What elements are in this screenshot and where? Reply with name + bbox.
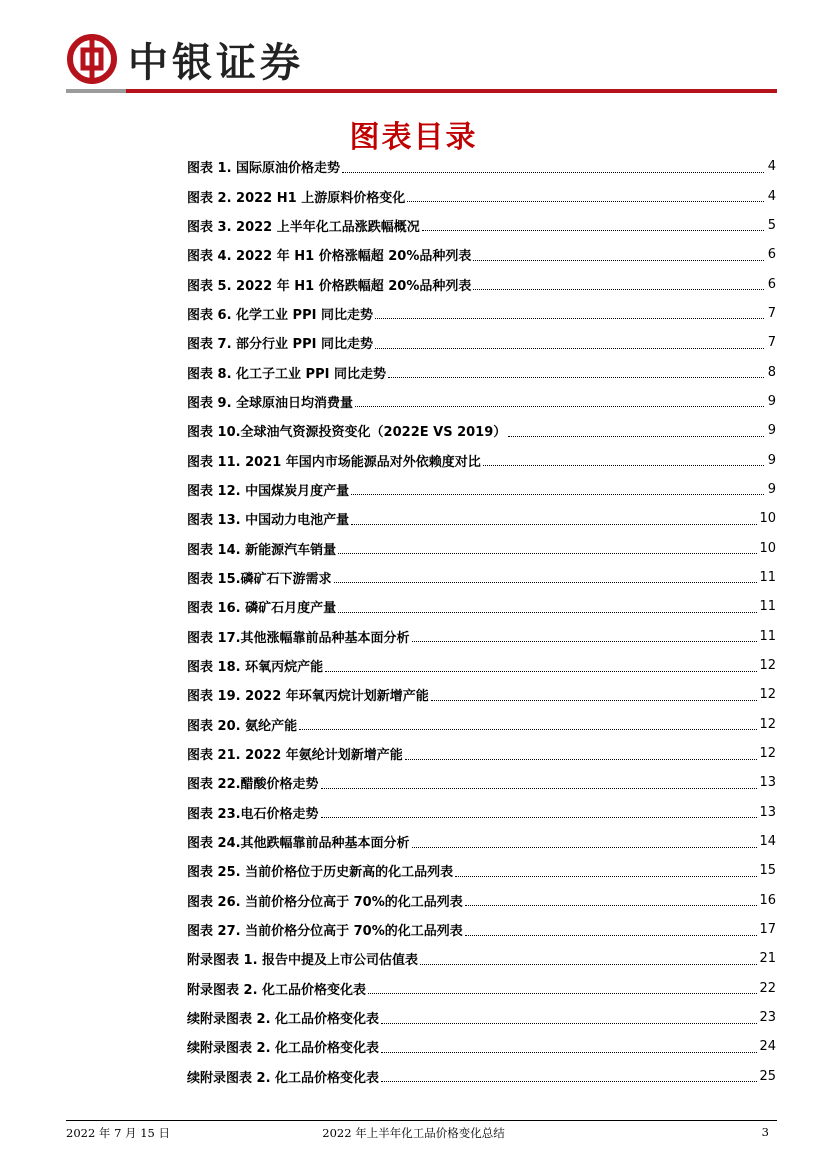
- toc-entry-page[interactable]: 11: [759, 569, 776, 585]
- toc-entry-page[interactable]: 13: [759, 775, 776, 791]
- toc-entry-page[interactable]: 10: [759, 540, 776, 556]
- toc-entry[interactable]: [187, 152, 776, 181]
- toc-entry-label[interactable]: 续附录图表 2. 化工品价格变化表: [187, 1012, 380, 1028]
- toc-entry-label[interactable]: 图表 12. 中国煤炭月度产量: [187, 483, 350, 499]
- toc-entry[interactable]: [187, 240, 776, 269]
- table-of-figures: [187, 152, 776, 1091]
- toc-entry-page[interactable]: 15: [759, 863, 776, 879]
- toc-dot-leader: [420, 963, 757, 965]
- toc-entry-label[interactable]: 图表 3. 2022 上半年化工品涨跌幅概况: [187, 219, 420, 235]
- toc-dot-leader: [375, 317, 764, 319]
- toc-entry[interactable]: [187, 651, 776, 680]
- toc-entry-label[interactable]: 图表 23.电石价格走势: [187, 806, 319, 822]
- toc-dot-leader: [299, 728, 757, 730]
- toc-entry[interactable]: [187, 445, 776, 474]
- toc-dot-leader: [473, 259, 764, 261]
- toc-entry[interactable]: [187, 710, 776, 739]
- toc-dot-leader: [342, 171, 764, 173]
- toc-entry[interactable]: [187, 1003, 776, 1032]
- toc-entry-label[interactable]: 图表 6. 化学工业 PPI 同比走势: [187, 307, 373, 323]
- toc-dot-leader: [465, 904, 758, 906]
- toc-entry[interactable]: [187, 357, 776, 386]
- toc-entry-label[interactable]: 图表 1. 国际原油价格走势: [187, 161, 341, 177]
- toc-entry-page[interactable]: 9: [767, 393, 776, 409]
- toc-entry[interactable]: [187, 181, 776, 210]
- header-divider-red: [126, 89, 777, 93]
- toc-entry[interactable]: [187, 739, 776, 768]
- toc-entry[interactable]: [187, 416, 776, 445]
- toc-dot-leader: [508, 435, 764, 437]
- toc-entry-page[interactable]: 4: [767, 159, 776, 175]
- toc-entry-label[interactable]: 图表 9. 全球原油日均消费量: [187, 395, 354, 411]
- toc-entry-label[interactable]: 图表 4. 2022 年 H1 价格涨幅超 20%品种列表: [187, 249, 472, 265]
- toc-entry-label[interactable]: 续附录图表 2. 化工品价格变化表: [187, 1070, 380, 1086]
- toc-entry-label[interactable]: 图表 11. 2021 年国内市场能源品对外依赖度对比: [187, 454, 481, 470]
- toc-entry-page[interactable]: 8: [767, 364, 776, 380]
- toc-entry[interactable]: [187, 475, 776, 504]
- toc-dot-leader: [431, 699, 758, 701]
- toc-entry[interactable]: [187, 563, 776, 592]
- toc-dot-leader: [388, 376, 764, 378]
- toc-entry-label[interactable]: 图表 24.其他跌幅靠前品种基本面分析: [187, 836, 410, 852]
- toc-entry-page[interactable]: 23: [759, 1010, 776, 1026]
- toc-entry-label[interactable]: 图表 5. 2022 年 H1 价格跌幅超 20%品种列表: [187, 278, 472, 294]
- header-logo: [66, 30, 304, 88]
- toc-entry-label[interactable]: 附录图表 2. 化工品价格变化表: [187, 982, 367, 998]
- footer-page-number: 3: [761, 1125, 769, 1139]
- toc-entry[interactable]: [187, 856, 776, 885]
- toc-dot-leader: [455, 875, 757, 877]
- toc-entry[interactable]: [187, 944, 776, 973]
- toc-dot-leader: [325, 670, 757, 672]
- toc-entry[interactable]: [187, 798, 776, 827]
- toc-entry-page[interactable]: 16: [759, 892, 776, 908]
- toc-dot-leader: [381, 1080, 757, 1082]
- toc-dot-leader: [338, 611, 757, 613]
- toc-entry-label[interactable]: 图表 20. 氨纶产能: [187, 718, 298, 734]
- toc-entry[interactable]: [187, 974, 776, 1003]
- toc-entry[interactable]: [187, 768, 776, 797]
- toc-entry-label[interactable]: 图表 10.全球油气资源投资变化（2022E VS 2019）: [187, 425, 507, 441]
- toc-dot-leader: [465, 934, 758, 936]
- toc-entry[interactable]: [187, 915, 776, 944]
- toc-entry[interactable]: [187, 299, 776, 328]
- toc-entry-page[interactable]: 5: [767, 217, 776, 233]
- toc-entry[interactable]: [187, 827, 776, 856]
- toc-dot-leader: [321, 816, 758, 818]
- toc-dot-leader: [381, 1022, 757, 1024]
- header-divider-gray: [66, 89, 126, 93]
- toc-dot-leader: [381, 1051, 757, 1053]
- toc-entry-page[interactable]: 12: [759, 716, 776, 732]
- toc-entry[interactable]: [187, 1032, 776, 1061]
- toc-dot-leader: [321, 787, 758, 789]
- toc-entry-label[interactable]: 图表 25. 当前价格位于历史新高的化工品列表: [187, 865, 454, 881]
- toc-dot-leader: [355, 405, 764, 407]
- toc-entry[interactable]: [187, 622, 776, 651]
- brand-name: 中银证券: [128, 39, 304, 86]
- toc-entry[interactable]: [187, 886, 776, 915]
- toc-entry-label[interactable]: 续附录图表 2. 化工品价格变化表: [187, 1041, 380, 1057]
- toc-dot-leader: [338, 552, 757, 554]
- toc-entry[interactable]: [187, 680, 776, 709]
- footer-report-title: 2022 年上半年化工品价格变化总结: [322, 1126, 505, 1140]
- toc-entry-page[interactable]: 6: [767, 276, 776, 292]
- toc-dot-leader: [422, 229, 764, 231]
- toc-entry-label[interactable]: 图表 7. 部分行业 PPI 同比走势: [187, 337, 373, 353]
- toc-entry-page[interactable]: 25: [759, 1068, 776, 1084]
- toc-entry-page[interactable]: 7: [767, 305, 776, 321]
- toc-dot-leader: [407, 200, 764, 202]
- toc-dot-leader: [473, 288, 764, 290]
- toc-entry-page[interactable]: 11: [759, 628, 776, 644]
- toc-entry[interactable]: [187, 1062, 776, 1091]
- toc-entry-page[interactable]: 9: [767, 423, 776, 439]
- toc-entry-page[interactable]: 21: [759, 951, 776, 967]
- toc-dot-leader: [368, 992, 757, 994]
- toc-entry-page[interactable]: 17: [759, 922, 776, 938]
- toc-dot-leader: [483, 464, 764, 466]
- toc-dot-leader: [351, 523, 757, 525]
- toc-entry-page[interactable]: 9: [767, 481, 776, 497]
- toc-entry-label[interactable]: 图表 2. 2022 H1 上游原料价格变化: [187, 190, 406, 206]
- toc-entry[interactable]: [187, 269, 776, 298]
- toc-entry[interactable]: [187, 592, 776, 621]
- toc-entry-page[interactable]: 13: [759, 804, 776, 820]
- toc-entry-page[interactable]: 14: [759, 834, 776, 850]
- toc-entry-label[interactable]: 图表 16. 磷矿石月度产量: [187, 601, 337, 617]
- toc-entry[interactable]: [187, 328, 776, 357]
- toc-entry-page[interactable]: 12: [759, 658, 776, 674]
- toc-entry[interactable]: [187, 504, 776, 533]
- toc-dot-leader: [412, 846, 758, 848]
- toc-dot-leader: [375, 347, 764, 349]
- toc-dot-leader: [412, 640, 758, 642]
- toc-entry-label[interactable]: 图表 22.醋酸价格走势: [187, 777, 319, 793]
- toc-entry-page[interactable]: 9: [767, 452, 776, 468]
- toc-entry[interactable]: [187, 387, 776, 416]
- footer-divider: [66, 1120, 777, 1121]
- toc-entry-label[interactable]: 图表 19. 2022 年环氧丙烷计划新增产能: [187, 689, 429, 705]
- toc-entry-page[interactable]: 12: [759, 746, 776, 762]
- toc-dot-leader: [351, 493, 764, 495]
- toc-entry-page[interactable]: 6: [767, 247, 776, 263]
- toc-entry-page[interactable]: 7: [767, 335, 776, 351]
- toc-entry[interactable]: [187, 533, 776, 562]
- toc-dot-leader: [405, 758, 758, 760]
- toc-entry-label[interactable]: 图表 13. 中国动力电池产量: [187, 513, 350, 529]
- toc-entry-page[interactable]: 22: [759, 980, 776, 996]
- toc-entry-label[interactable]: 图表 21. 2022 年氨纶计划新增产能: [187, 748, 403, 764]
- toc-entry-label[interactable]: 图表 27. 当前价格分位高于 70%的化工品列表: [187, 924, 463, 940]
- toc-entry-label[interactable]: 图表 18. 环氧丙烷产能: [187, 660, 324, 676]
- toc-entry-label[interactable]: 图表 8. 化工子工业 PPI 同比走势: [187, 366, 386, 382]
- footer-date: 2022 年 7 月 15 日: [66, 1126, 170, 1140]
- toc-entry-page[interactable]: 24: [759, 1039, 776, 1055]
- toc-entry-label[interactable]: 图表 17.其他涨幅靠前品种基本面分析: [187, 630, 410, 646]
- boc-coin-logo-icon: [66, 33, 118, 85]
- toc-entry[interactable]: [187, 211, 776, 240]
- toc-entry-page[interactable]: 4: [767, 188, 776, 204]
- toc-entry-label[interactable]: 图表 26. 当前价格分位高于 70%的化工品列表: [187, 894, 463, 910]
- toc-entry-page[interactable]: 11: [759, 599, 776, 615]
- toc-dot-leader: [334, 581, 758, 583]
- toc-entry-page[interactable]: 10: [759, 511, 776, 527]
- toc-entry-label[interactable]: 附录图表 1. 报告中提及上市公司估值表: [187, 953, 419, 969]
- toc-entry-page[interactable]: 12: [759, 687, 776, 703]
- toc-title: 图表目录: [349, 120, 478, 155]
- toc-entry-label[interactable]: 图表 14. 新能源汽车销量: [187, 542, 337, 558]
- toc-entry-label[interactable]: 图表 15.磷矿石下游需求: [187, 571, 332, 587]
